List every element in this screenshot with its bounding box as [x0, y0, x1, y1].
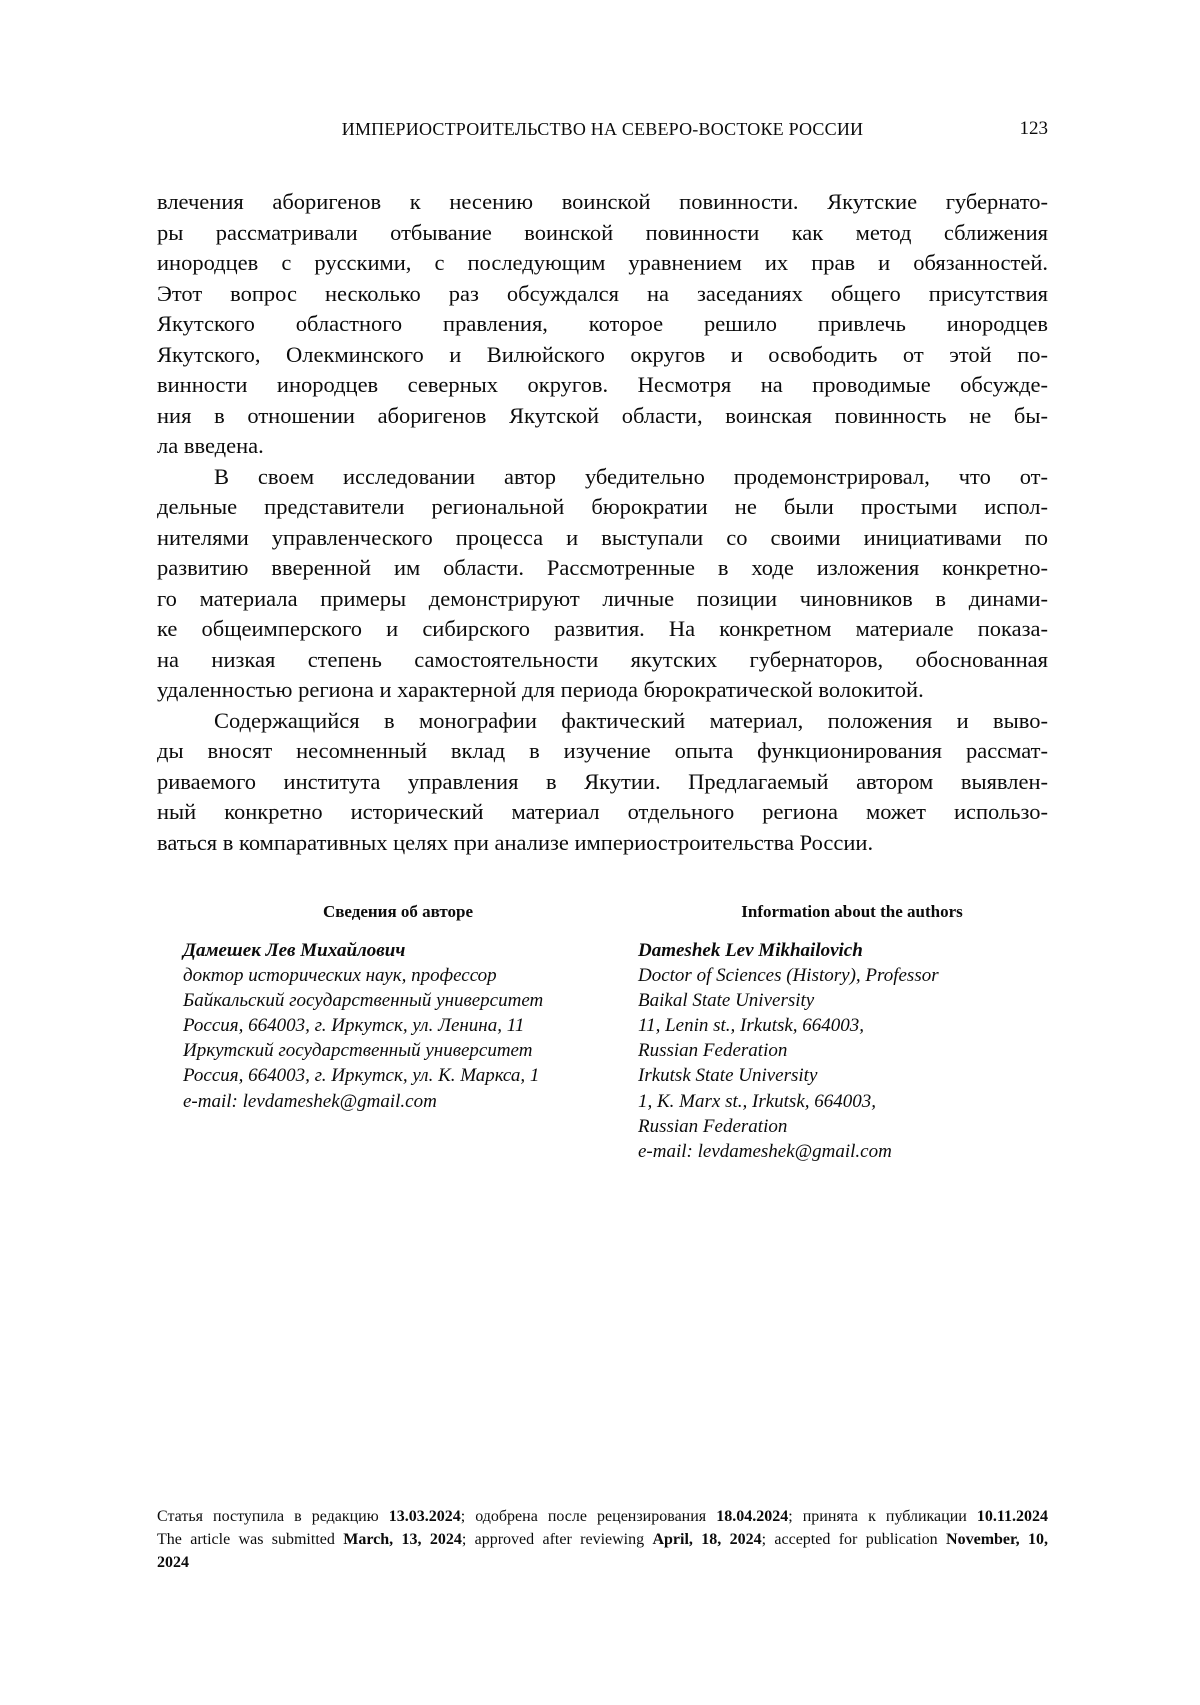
author-name-ru: Дамешек Лев Михайлович: [183, 940, 406, 961]
author-line: Russian Federation: [638, 1040, 788, 1062]
text-line: Якутского, Олекминского и Вилюйского округов и освободить от этой по-: [157, 341, 1048, 367]
text-line: удаленностью региона и характерной для периода бюрократической волокитой.: [157, 677, 924, 702]
author-line: Baikal State University: [638, 990, 815, 1012]
paragraph: [157, 706, 1048, 859]
text-line: Содержащийся в монографии фактический материал, положения и выво-: [214, 707, 1048, 733]
author-name-en: Dameshek Lev Mikhailovich: [638, 940, 863, 961]
page-number: 123: [1019, 118, 1048, 139]
dates-line-ru: [157, 1505, 1048, 1528]
text-line: Якутского областного правления, которое решило привлечь инородцев: [157, 311, 1048, 336]
author-line: e-mail: levdameshek@gmail.com: [638, 1140, 892, 1162]
author-line: 11, Lenin st., Irkutsk, 664003,: [638, 1015, 865, 1037]
authors-heading-en: Information about the authors: [741, 902, 963, 921]
text-line: ваться в компаративных целях при анализе империостроительства России.: [157, 829, 874, 855]
text-line: ды вносят несомненный вклад в изучение опыта функционирования рассмат-: [157, 738, 1048, 763]
text-line: ла введена.: [157, 433, 264, 458]
date-value: April, 18, 2024: [652, 1531, 762, 1548]
paragraph: [157, 462, 1048, 706]
date-value: 10.11.2024: [976, 1508, 1049, 1525]
author-line: Россия, 664003, г. Иркутск, ул. Ленина, 11: [183, 1015, 525, 1037]
author-line: Irkutsk State University: [638, 1065, 818, 1087]
text-line: Этот вопрос несколько раз обсуждался на заседаниях общего присутствия: [157, 280, 1048, 306]
author-line: Russian Federation: [638, 1115, 788, 1137]
author-line: доктор исторических наук, профессор: [183, 965, 497, 987]
date-value: March, 13, 2024: [343, 1531, 462, 1548]
text-line: ры рассматривали отбывание воинской повинности как метод сближения: [157, 219, 1048, 245]
author-line: Россия, 664003, г. Иркутск, ул. К. Маркса, 1: [183, 1065, 540, 1087]
date-text: Статья поступила в редакцию: [157, 1508, 389, 1525]
date-text: ; approved after reviewing: [461, 1531, 653, 1548]
author-lines-en: [638, 963, 1058, 1164]
date-text: ; принята к публикации: [788, 1508, 977, 1525]
text-line: нителями управленческого процесса и выступали со своими инициативами по: [157, 524, 1048, 550]
dates-en-year: 2024: [157, 1554, 189, 1571]
author-info-en: [638, 938, 1058, 1164]
author-line: Иркутский государственный университет: [183, 1040, 533, 1062]
author-line: Байкальский государственный университет: [183, 990, 544, 1012]
dates-line-en: [157, 1528, 1048, 1551]
body-text: [157, 187, 1048, 858]
text-line: влечения аборигенов к несению воинской повинности. Якутские губернато-: [157, 189, 1048, 214]
text-line: В своем исследовании автор убедительно продемонстрировал, что от-: [214, 463, 1048, 489]
text-line: ния в отношении аборигенов Якутской области, воинская повинность не бы-: [157, 402, 1048, 428]
date-text: The article was submitted: [157, 1531, 344, 1548]
author-line: 1, K. Marx st., Irkutsk, 664003,: [638, 1090, 877, 1112]
text-line: дельные представители региональной бюрократии не были простыми испол-: [157, 494, 1048, 519]
date-value: 18.04.2024: [716, 1508, 789, 1525]
author-lines-ru: [183, 963, 628, 1114]
text-line: на низкая степень самостоятельности якутских губернаторов, обоснованная: [157, 646, 1048, 672]
text-line: ный конкретно исторический материал отдельного региона может использо-: [157, 799, 1048, 824]
authors-heading-ru: Сведения об авторе: [322, 902, 474, 921]
date-text: ; accepted for publication: [761, 1531, 947, 1548]
article-dates: [157, 1505, 1048, 1574]
running-head-title: ИМПЕРИОСТРОИТЕЛЬСТВО НА СЕВЕРО-ВОСТОКЕ РОССИИ: [341, 119, 864, 139]
text-line: винности инородцев северных округов. Несмотря на проводимые обсужде-: [157, 372, 1048, 397]
running-head: [157, 118, 1048, 144]
text-line: развитию вверенной им области. Рассмотренные в ходе изложения конкретно-: [157, 555, 1048, 580]
text-line: ке общеимперского и сибирского развития. На конкретном материале показа-: [157, 616, 1048, 641]
dates-line-en-wrap: [157, 1551, 1048, 1574]
author-line: Doctor of Sciences (History), Professor: [638, 965, 939, 987]
date-text: ; одобрена после рецензирования: [460, 1508, 717, 1525]
text-line: риваемого института управления в Якутии. Предлагаемый автором выявлен-: [157, 768, 1048, 794]
author-info-ru: [183, 938, 628, 1114]
date-value: November, 10,: [946, 1531, 1048, 1548]
paragraph: [157, 187, 1048, 462]
date-value: 13.03.2024: [388, 1508, 461, 1525]
author-line: e-mail: levdameshek@gmail.com: [183, 1090, 437, 1112]
text-line: инородцев с русскими, с последующим уравнением их прав и обязанностей.: [157, 250, 1048, 275]
text-line: го материала примеры демонстрируют личные позиции чиновников в динами-: [157, 585, 1048, 611]
